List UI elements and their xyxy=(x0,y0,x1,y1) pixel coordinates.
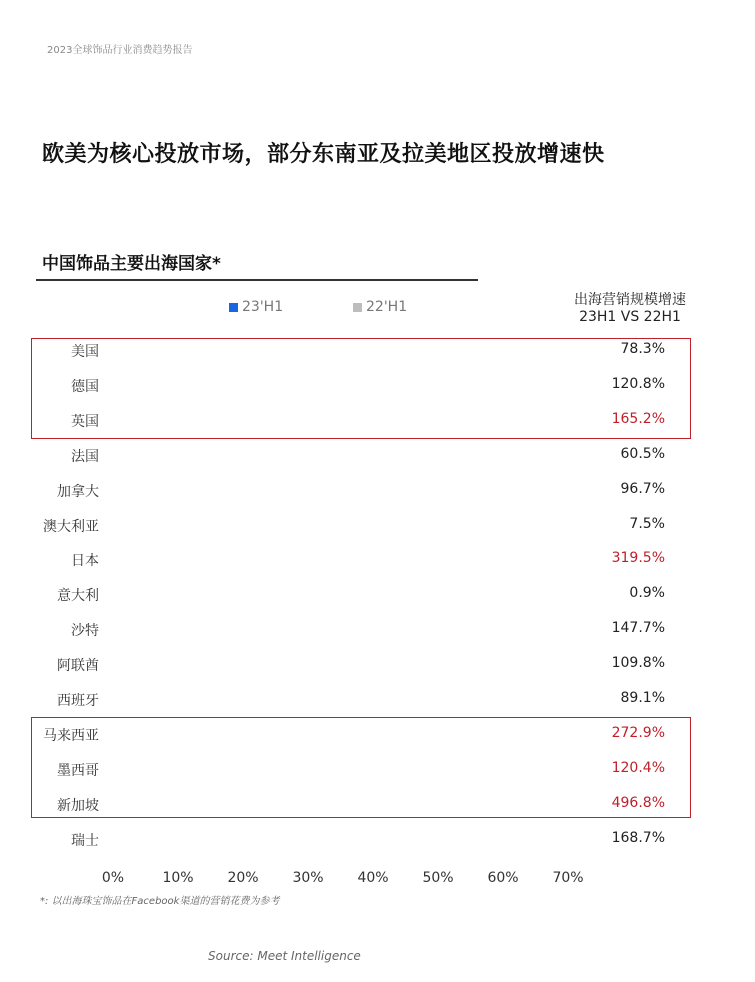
chart-title: 中国饰品主要出海国家* xyxy=(42,254,221,274)
legend-label-23h1: 23'H1 xyxy=(242,299,284,315)
page-headline: 欧美为核心投放市场，部分东南亚及拉美地区投放增速快 xyxy=(42,142,605,167)
growth-value: 272.9% xyxy=(611,724,665,741)
growth-value: 496.8% xyxy=(611,794,665,811)
category-label: 沙特 xyxy=(71,623,99,640)
growth-header-line1: 出海营销规模增速 xyxy=(574,292,686,308)
growth-value: 319.5% xyxy=(611,550,665,567)
growth-header-line2: 23H1 VS 22H1 xyxy=(579,309,681,325)
category-label: 墨西哥 xyxy=(57,762,99,779)
category-label: 马来西亚 xyxy=(43,727,99,744)
growth-value: 147.7% xyxy=(611,620,665,637)
category-label: 阿联酋 xyxy=(57,658,99,675)
category-label: 美国 xyxy=(71,344,99,360)
legend-swatch-23h1 xyxy=(229,303,238,312)
growth-value: 0.9% xyxy=(629,585,665,602)
legend-item-22h1 xyxy=(353,299,407,315)
growth-value: 168.7% xyxy=(611,829,665,846)
x-tick-label: 50% xyxy=(422,870,454,886)
report-label: 2023全球饰品行业消费趋势报告 xyxy=(47,45,193,56)
title-rule xyxy=(36,279,478,281)
x-tick-label: 40% xyxy=(357,870,389,886)
category-label: 澳大利亚 xyxy=(43,518,99,535)
footnote: *: 以出海珠宝饰品在Facebook渠道的营销花费为参考 xyxy=(40,896,280,907)
legend-label-22h1: 22'H1 xyxy=(366,299,408,315)
category-label: 意大利 xyxy=(57,588,99,605)
growth-column-header xyxy=(560,292,700,326)
growth-value: 120.4% xyxy=(611,759,665,776)
growth-value: 89.1% xyxy=(620,690,665,706)
x-tick-label: 0% xyxy=(101,870,125,886)
category-label: 法国 xyxy=(71,448,99,465)
category-label: 加拿大 xyxy=(57,483,99,500)
highlight-box-europe-us xyxy=(31,338,691,439)
category-label: 日本 xyxy=(71,553,99,570)
legend-item-23h1 xyxy=(229,299,283,315)
growth-value: 78.3% xyxy=(620,341,665,357)
category-label: 瑞士 xyxy=(71,832,99,849)
category-label: 德国 xyxy=(71,378,99,395)
growth-value: 165.2% xyxy=(611,410,665,427)
source-note: Source: Meet Intelligence xyxy=(208,949,361,963)
legend-swatch-22h1 xyxy=(353,303,362,312)
growth-value: 109.8% xyxy=(611,655,665,672)
x-tick-label: 30% xyxy=(292,870,324,886)
x-tick-label: 70% xyxy=(552,870,584,886)
category-label: 英国 xyxy=(71,413,99,430)
x-tick-label: 60% xyxy=(487,870,519,886)
category-label: 西班牙 xyxy=(57,693,99,709)
highlight-box-sea-latam xyxy=(31,717,691,818)
category-label: 新加坡 xyxy=(57,797,99,814)
growth-value: 60.5% xyxy=(620,445,665,462)
x-tick-label: 20% xyxy=(227,870,259,886)
growth-value: 96.7% xyxy=(620,480,665,497)
x-tick-label: 10% xyxy=(162,870,194,886)
growth-value: 120.8% xyxy=(611,375,665,392)
growth-value: 7.5% xyxy=(629,515,665,532)
